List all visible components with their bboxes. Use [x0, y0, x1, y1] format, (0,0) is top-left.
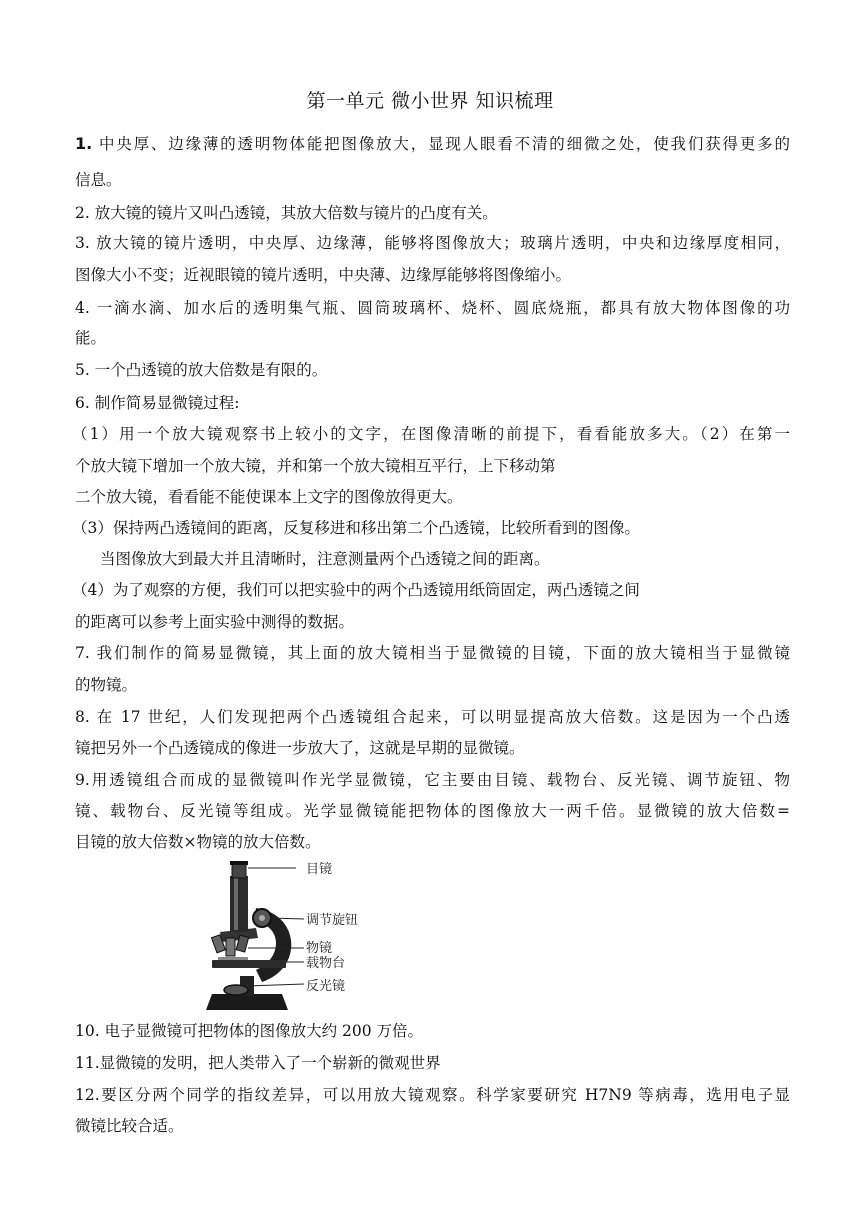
item-1-number: 1. [75, 134, 93, 153]
microscope-tube [230, 876, 248, 932]
step-4-line-2: 的距离可以参考上面实验中测得的数据。 [75, 613, 355, 631]
label-adjustment-knob: 调节旋钮 [306, 913, 359, 928]
objective-lens-2 [226, 938, 235, 956]
item-4-line-2: 能。 [75, 329, 107, 347]
item-3-line-1: 3. 放大镜的镜片透明，中央厚、边缘薄，能够将图像放大；玻璃片透明，中央和边缘厚度相同， [75, 234, 790, 252]
microscope-stage [212, 960, 286, 968]
page-title: 第一单元 微小世界 知识梳理 [306, 90, 554, 112]
step-3-line-1: （3）保持两凸透镜间的距离，反复移进和移出第二个凸透镜，比较所看到的图像。 [72, 519, 640, 537]
item-9-line-3: 目镜的放大倍数×物镜的放大倍数。 [75, 833, 321, 851]
item-8-line-1: 8. 在 17 世纪，人们发现把两个凸透镜组合起来，可以明显提高放大倍数。这是因为一个凸透 [75, 708, 790, 726]
item-1-line-1: 1. 中央厚、边缘薄的透明物体能把图像放大，显现人眼看不清的细微之处，使我们获得更多的 [75, 134, 790, 153]
microscope-base [206, 994, 288, 1010]
item-11-line-1: 11.显微镜的发明，把人类带入了一个崭新的微观世界 [75, 1054, 441, 1072]
step-1-line-3: 二个放大镜，看看能不能使课本上文字的图像放得更大。 [75, 488, 463, 506]
label-mirror: 反光镜 [306, 979, 346, 994]
step-4-line-1: （4）为了观察的方便，我们可以把实验中的两个凸透镜用纸筒固定，两凸透镜之间 [72, 581, 640, 599]
item-9-line-2: 镜、载物台、反光镜等组成。光学显微镜能把物体的图像放大一两千倍。显微镜的放大倍数= [75, 802, 790, 820]
label-eyepiece: 目镜 [306, 862, 333, 877]
step-3-line-2: 当图像放大到最大并且清晰时，注意测量两个凸透镜之间的距离。 [100, 550, 550, 568]
item-5-line-1: 5. 一个凸透镜的放大倍数是有限的。 [75, 361, 328, 379]
step-1-line-1: （1）用一个放大镜观察书上较小的文字，在图像清晰的前提下，看看能放多大。（2）在第一 [72, 425, 790, 443]
item-6-line-1: 6. 制作简易显微镜过程: [75, 394, 240, 412]
item-1-line-2: 信息。 [75, 171, 122, 189]
item-10-line-1: 10. 电子显微镜可把物体的图像放大约 200 万倍。 [75, 1022, 424, 1040]
item-8-line-2: 镜把另外一个凸透镜成的像进一步放大了，这就是早期的显微镜。 [75, 739, 525, 757]
item-9-line-1: 9.用透镜组合而成的显微镜叫作光学显微镜，它主要由目镜、载物台、反光镜、调节旋钮、物 [75, 771, 790, 789]
microscope-figure [200, 858, 400, 1016]
item-3-line-2: 图像大小不变；近视眼镜的镜片透明，中央薄、边缘厚能够将图像缩小。 [75, 266, 572, 284]
item-2-line-1: 2. 放大镜的镜片又叫凸透镜，其放大倍数与镜片的凸度有关。 [75, 204, 498, 222]
item-12-line-2: 微镜比较合适。 [75, 1117, 184, 1135]
label-objective: 物镜 [306, 941, 333, 956]
step-1-line-2: 个放大镜下增加一个放大镜，并和第一个放大镜相互平行，上下移动第 [75, 457, 556, 475]
label-stage: 载物台 [306, 956, 346, 971]
item-7-line-1: 7. 我们制作的简易显微镜，其上面的放大镜相当于显微镜的目镜，下面的放大镜相当于显微镜 [75, 644, 790, 662]
item-7-line-2: 的物镜。 [75, 676, 138, 694]
microscope-diagram [200, 858, 400, 1016]
item-12-line-1: 12.要区分两个同学的指纹差异，可以用放大镜观察。科学家要研究 H7N9 等病毒，选用电子显 [75, 1086, 790, 1104]
item-4-line-1: 4. 一滴水滴、加水后的透明集气瓶、圆筒玻璃杯、烧杯、圆底烧瓶，都具有放大物体图像的功 [75, 299, 790, 317]
mirror-shape [224, 985, 248, 995]
